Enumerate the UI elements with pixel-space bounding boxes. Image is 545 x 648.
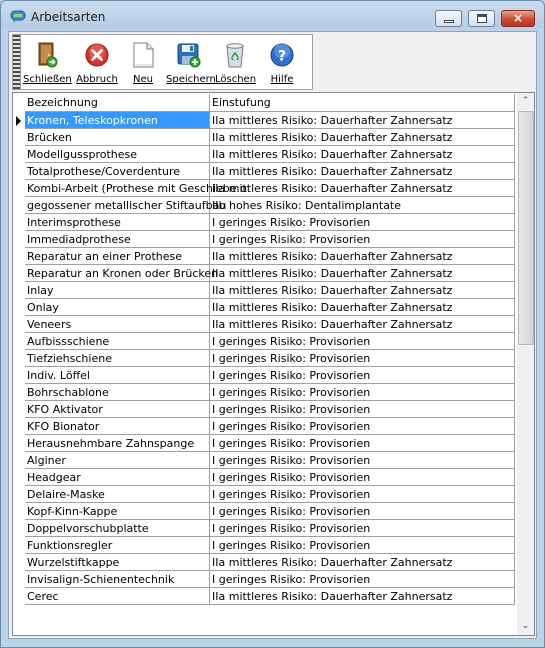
new-label: Neu — [133, 74, 153, 85]
scroll-up-icon[interactable]: ⌃ — [521, 96, 530, 106]
window-title: Arbeitsarten — [31, 10, 106, 24]
cell-bezeichnung[interactable]: gegossener metallischer Stiftaufbau — [27, 199, 227, 212]
save-label: Speichern — [166, 74, 216, 85]
cell-bezeichnung[interactable]: Brücken — [25, 129, 210, 146]
cell-bezeichnung[interactable]: Kombi-Arbeit (Prothese mit Geschiebe o — [27, 182, 247, 195]
table-row[interactable] — [13, 418, 517, 435]
cell-einstufung[interactable]: IIa mittleres Risiko: Dauerhafter Zahnersatz — [210, 282, 515, 299]
minimize-icon — [444, 20, 454, 23]
table-row[interactable] — [13, 503, 517, 520]
cell-einstufung[interactable]: I geringes Risiko: Provisorien — [210, 503, 515, 520]
cell-einstufung[interactable]: I geringes Risiko: Provisorien — [210, 537, 515, 554]
row-header[interactable] — [13, 418, 25, 436]
cancel-label: Abbruch — [76, 74, 118, 85]
row-header[interactable] — [13, 520, 25, 538]
cell-einstufung[interactable]: I geringes Risiko: Provisorien — [210, 350, 515, 367]
cell-einstufung[interactable]: I geringes Risiko: Provisorien — [210, 214, 515, 231]
cell-einstufung[interactable]: I geringes Risiko: Provisorien — [210, 333, 515, 350]
row-header[interactable] — [13, 571, 25, 589]
row-header[interactable] — [13, 384, 25, 402]
cell-bezeichnung[interactable]: Funktionsregler — [25, 537, 210, 554]
cell-einstufung[interactable]: I geringes Risiko: Provisorien — [210, 571, 515, 588]
table-row[interactable] — [13, 112, 517, 129]
door-exit-icon — [34, 41, 60, 69]
row-header[interactable] — [13, 452, 25, 470]
table-row[interactable] — [13, 282, 517, 299]
minimize-button[interactable] — [435, 10, 462, 27]
cell-einstufung[interactable]: IIa mittleres Risiko: Dauerhafter Zahnersatz — [210, 180, 515, 197]
column-header-bezeichnung[interactable]: Bezeichnung — [25, 94, 210, 112]
data-grid — [12, 92, 535, 636]
cell-einstufung[interactable]: I geringes Risiko: Provisorien — [210, 452, 515, 469]
table-row[interactable] — [13, 435, 517, 452]
table-row[interactable] — [13, 129, 517, 146]
cell-einstufung[interactable]: IIa mittleres Risiko: Dauerhafter Zahnersatz — [210, 163, 515, 180]
cell-bezeichnung[interactable]: Headgear — [25, 469, 210, 486]
cell-bezeichnung[interactable]: Reparatur an einer Prothese — [25, 248, 210, 265]
close-form-button[interactable] — [23, 39, 71, 87]
cell-bezeichnung[interactable]: Tiefziehschiene — [25, 350, 210, 367]
row-header[interactable] — [13, 180, 25, 198]
scroll-thumb[interactable] — [518, 111, 534, 345]
close-icon: × — [512, 11, 524, 25]
cell-bezeichnung[interactable]: Immediadprothese — [25, 231, 210, 248]
cell-bezeichnung[interactable]: Alginer — [25, 452, 210, 469]
row-header[interactable] — [13, 214, 25, 232]
cell-bezeichnung[interactable]: Veneers — [25, 316, 210, 333]
cell-einstufung[interactable]: I geringes Risiko: Provisorien — [210, 469, 515, 486]
cell-bezeichnung[interactable]: Wurzelstiftkappe — [25, 554, 210, 571]
maximize-icon — [477, 14, 487, 23]
cell-bezeichnung[interactable]: Kopf-Kinn-Kappe — [25, 503, 210, 520]
close-form-label: Schließen — [23, 74, 72, 85]
cell-bezeichnung[interactable]: Inlay — [25, 282, 210, 299]
cell-bezeichnung[interactable]: Interimsprothese — [25, 214, 210, 231]
cell-einstufung[interactable]: IIa mittleres Risiko: Dauerhafter Zahnersatz — [210, 588, 515, 605]
recycle-bin-icon — [222, 41, 248, 69]
cell-einstufung[interactable]: IIa mittleres Risiko: Dauerhafter Zahnersatz — [210, 554, 515, 571]
row-header[interactable] — [13, 486, 25, 504]
table-row[interactable] — [13, 350, 517, 367]
cell-einstufung[interactable]: I geringes Risiko: Provisorien — [210, 367, 515, 384]
cell-einstufung[interactable]: IIa mittleres Risiko: Dauerhafter Zahnersatz — [210, 265, 515, 282]
new-document-icon — [130, 41, 156, 69]
cancel-button[interactable] — [75, 39, 119, 87]
cell-bezeichnung[interactable]: Herausnehmbare Zahnspange — [25, 435, 210, 452]
row-header[interactable] — [13, 367, 25, 385]
row-header[interactable] — [13, 316, 25, 334]
table-row[interactable] — [13, 248, 517, 265]
cell-einstufung[interactable]: I geringes Risiko: Provisorien — [210, 520, 515, 537]
row-header[interactable] — [13, 469, 25, 487]
cell-einstufung[interactable]: IIb hohes Risiko: Dentalimplantate — [210, 197, 515, 214]
cell-einstufung[interactable]: IIa mittleres Risiko: Dauerhafter Zahnersatz — [210, 129, 515, 146]
save-icon — [176, 41, 202, 69]
cell-einstufung[interactable]: IIa mittleres Risiko: Dauerhafter Zahnersatz — [210, 248, 515, 265]
cell-bezeichnung[interactable]: Cerec — [25, 588, 210, 605]
cell-bezeichnung[interactable]: Doppelvorschubplatte — [25, 520, 210, 537]
cell-bezeichnung[interactable]: Invisalign-Schienentechnik — [25, 571, 210, 588]
table-row[interactable] — [13, 197, 517, 214]
row-header[interactable] — [13, 435, 25, 453]
cell-einstufung[interactable]: I geringes Risiko: Provisorien — [210, 418, 515, 435]
new-button[interactable] — [123, 39, 163, 87]
client-area — [8, 31, 537, 639]
cell-einstufung[interactable]: I geringes Risiko: Provisorien — [210, 384, 515, 401]
help-label: Hilfe — [270, 74, 294, 85]
row-header[interactable] — [13, 503, 25, 521]
row-header[interactable] — [13, 554, 25, 572]
table-row[interactable] — [13, 537, 517, 554]
cancel-icon — [84, 41, 110, 69]
table-row[interactable] — [13, 384, 517, 401]
help-button[interactable] — [260, 39, 304, 87]
cell-einstufung[interactable]: I geringes Risiko: Provisorien — [210, 231, 515, 248]
title-bar[interactable] — [1, 1, 544, 31]
svg-text:?: ? — [277, 48, 287, 65]
cell-bezeichnung[interactable]: KFO Bionator — [25, 418, 210, 435]
table-row[interactable] — [13, 401, 517, 418]
toolbar-grip[interactable] — [13, 35, 21, 89]
row-header[interactable] — [13, 197, 25, 215]
cell-einstufung[interactable]: IIa mittleres Risiko: Dauerhafter Zahnersatz — [210, 112, 515, 129]
close-button[interactable] — [501, 10, 535, 27]
scroll-down-icon[interactable]: ⌄ — [521, 621, 530, 631]
cell-bezeichnung[interactable]: Bohrschablone — [25, 384, 210, 401]
table-row[interactable] — [13, 571, 517, 588]
delete-label: Löschen — [215, 74, 257, 85]
cell-einstufung[interactable]: IIa mittleres Risiko: Dauerhafter Zahnersatz — [210, 146, 515, 163]
maximize-button[interactable] — [468, 10, 495, 27]
row-header[interactable] — [13, 537, 25, 555]
cell-bezeichnung[interactable]: Aufbissschiene — [25, 333, 210, 350]
cell-einstufung[interactable]: IIa mittleres Risiko: Dauerhafter Zahnersatz — [210, 316, 515, 333]
row-header[interactable] — [13, 112, 25, 130]
cell-bezeichnung[interactable]: Reparatur an Kronen oder Brücken — [27, 267, 219, 280]
save-button[interactable] — [166, 39, 216, 87]
row-header[interactable] — [13, 350, 25, 368]
help-icon — [269, 41, 295, 69]
cell-bezeichnung[interactable]: Kronen, Teleskopkronen — [25, 112, 210, 129]
cell-einstufung[interactable]: IIa mittleres Risiko: Dauerhafter Zahnersatz — [210, 299, 515, 316]
grid-header — [13, 93, 517, 112]
table-row[interactable] — [13, 588, 517, 605]
table-row[interactable] — [13, 265, 517, 282]
table-row[interactable] — [13, 452, 517, 469]
row-header[interactable] — [13, 265, 25, 283]
table-row[interactable] — [13, 520, 517, 537]
row-header[interactable] — [13, 282, 25, 300]
cell-bezeichnung[interactable]: Indiv. Löffel — [25, 367, 210, 384]
row-header[interactable] — [13, 248, 25, 266]
table-row[interactable] — [13, 163, 517, 180]
column-header-einstufung[interactable]: Einstufung — [210, 94, 515, 112]
current-row-arrow-icon — [16, 116, 21, 126]
table-row[interactable] — [13, 469, 517, 486]
row-header[interactable] — [13, 231, 25, 249]
row-header[interactable] — [13, 588, 25, 606]
cell-bezeichnung[interactable]: KFO Aktivator — [25, 401, 210, 418]
row-header[interactable] — [13, 129, 25, 147]
row-header[interactable] — [13, 333, 25, 351]
table-row[interactable] — [13, 299, 517, 316]
table-row[interactable] — [13, 316, 517, 333]
cell-bezeichnung[interactable]: Totalprothese/Coverdenture — [25, 163, 210, 180]
cell-einstufung[interactable]: I geringes Risiko: Provisorien — [210, 486, 515, 503]
table-row[interactable] — [13, 180, 517, 197]
cell-einstufung[interactable]: I geringes Risiko: Provisorien — [210, 401, 515, 418]
toolbar — [12, 34, 313, 90]
row-header[interactable] — [13, 146, 25, 164]
table-row[interactable] — [13, 333, 517, 350]
cell-einstufung[interactable]: I geringes Risiko: Provisorien — [210, 435, 515, 452]
row-header[interactable] — [13, 299, 25, 317]
cell-bezeichnung[interactable]: Delaire-Maske — [25, 486, 210, 503]
table-row[interactable] — [13, 367, 517, 384]
table-row[interactable] — [13, 554, 517, 571]
cell-bezeichnung[interactable]: Modellgussprothese — [25, 146, 210, 163]
table-row[interactable] — [13, 231, 517, 248]
table-row[interactable] — [13, 146, 517, 163]
table-row[interactable] — [13, 486, 517, 503]
row-header[interactable] — [13, 401, 25, 419]
delete-button[interactable] — [215, 39, 255, 87]
app-icon — [10, 10, 26, 23]
table-row[interactable] — [13, 214, 517, 231]
vertical-scrollbar[interactable] — [517, 93, 534, 635]
row-header[interactable] — [13, 163, 25, 181]
cell-bezeichnung[interactable]: Onlay — [25, 299, 210, 316]
